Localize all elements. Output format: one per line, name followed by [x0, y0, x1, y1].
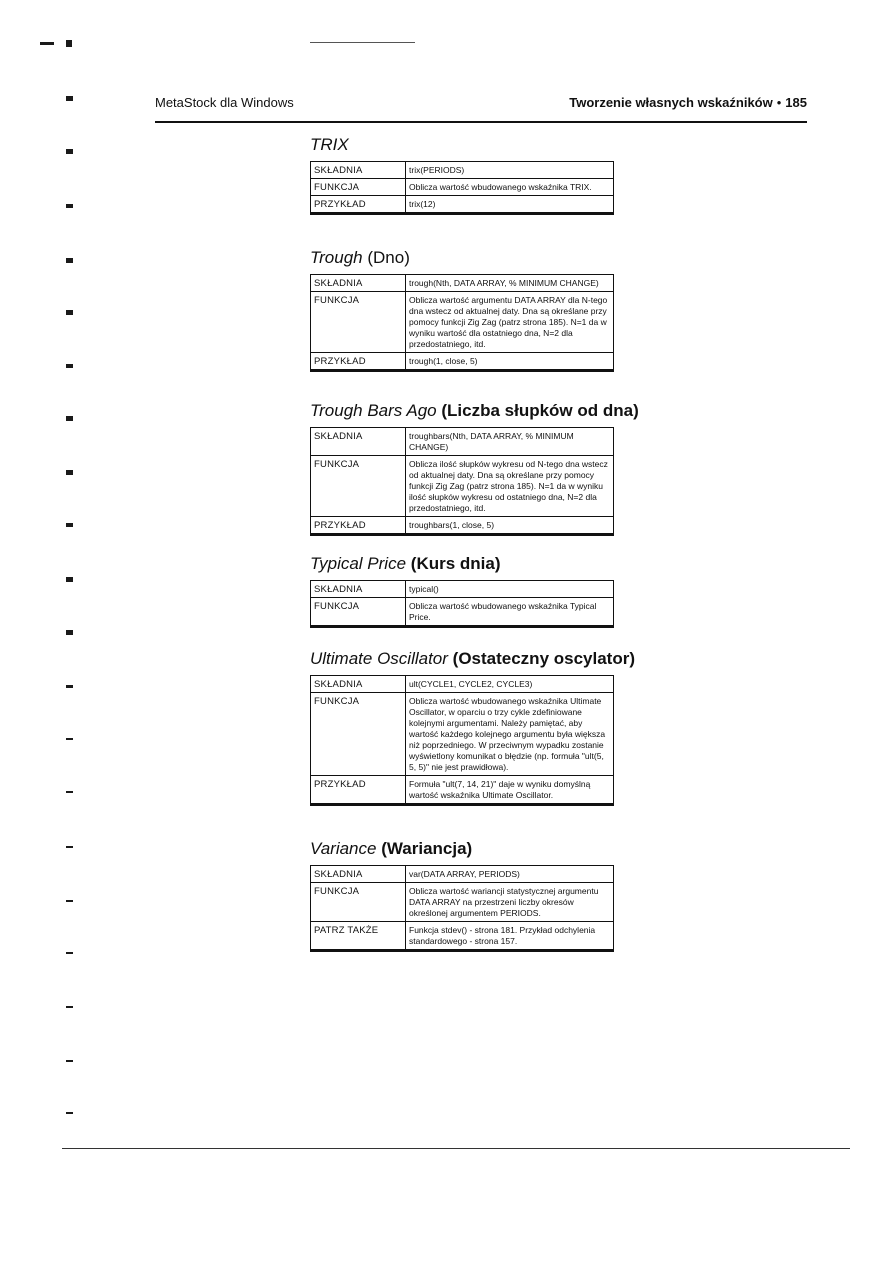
table-row — [311, 456, 614, 517]
row-value: Oblicza wartość argumentu DATA ARRAY dla N-tego dna wstecz od aktualnej daty. Dna są określane przy pomocy funkcji Zig Zag (patrz strona 185). N=1 da w wyniku wartość dla ostatniego dna, N=2 dla przedostatniego, itd. — [406, 292, 614, 353]
scan-mark — [66, 846, 73, 848]
row-key: FUNKCJA — [311, 292, 406, 353]
section-trough-bars-ago — [310, 400, 639, 534]
scan-mark — [66, 685, 73, 688]
row-value: Funkcja stdev() - strona 181. Przykład odchylenia standardowego - strona 157. — [406, 922, 614, 950]
function-subtitle: (Wariancja) — [381, 839, 473, 858]
row-key: PATRZ TAKŻE — [311, 922, 406, 950]
header-bullet: • — [776, 95, 782, 110]
row-value: trough(1, close, 5) — [406, 353, 614, 370]
section-typical-price — [310, 553, 614, 626]
scan-mark — [66, 791, 73, 793]
scan-mark — [66, 364, 73, 368]
section-ultimate-oscillator — [310, 648, 635, 804]
row-key: FUNKCJA — [311, 693, 406, 776]
reference-table — [310, 427, 614, 534]
row-key: SKŁADNIA — [311, 428, 406, 456]
reference-table — [310, 865, 614, 950]
section-trough — [310, 247, 614, 370]
table-row — [311, 292, 614, 353]
scan-mark — [66, 470, 73, 475]
section-title — [310, 247, 614, 269]
table-row — [311, 162, 614, 179]
reference-table — [310, 580, 614, 626]
function-name: Variance — [310, 839, 377, 858]
reference-table — [310, 161, 614, 213]
section-title — [310, 648, 635, 670]
section-trix — [310, 134, 614, 213]
function-subtitle: (Kurs dnia) — [410, 554, 501, 573]
scan-mark — [66, 416, 73, 421]
row-key: SKŁADNIA — [311, 162, 406, 179]
scan-mark — [40, 42, 54, 45]
header-rule — [155, 121, 807, 123]
section-title — [310, 400, 639, 422]
row-key: PRZYKŁAD — [311, 196, 406, 213]
table-row — [311, 883, 614, 922]
scan-mark — [66, 577, 73, 582]
row-key: PRZYKŁAD — [311, 517, 406, 534]
table-row — [311, 693, 614, 776]
row-value: var(DATA ARRAY, PERIODS) — [406, 866, 614, 883]
scan-mark — [66, 258, 73, 263]
page-number: 185 — [785, 95, 807, 110]
table-row — [311, 353, 614, 370]
table-row — [311, 598, 614, 626]
row-value: Oblicza wartość wbudowanego wskaźnika TRIX. — [406, 179, 614, 196]
function-name: TRIX — [310, 135, 349, 154]
scan-mark — [66, 1006, 73, 1008]
row-key: FUNKCJA — [311, 179, 406, 196]
row-value: trix(PERIODS) — [406, 162, 614, 179]
scan-mark — [66, 149, 73, 154]
row-key: FUNKCJA — [311, 883, 406, 922]
table-row — [311, 776, 614, 804]
section-title — [310, 134, 614, 156]
row-key: FUNKCJA — [311, 598, 406, 626]
section-variance — [310, 838, 614, 950]
table-row — [311, 581, 614, 598]
table-row — [311, 196, 614, 213]
row-key: SKŁADNIA — [311, 676, 406, 693]
table-row — [311, 517, 614, 534]
row-value: Formuła "ult(7, 14, 21)" daje w wyniku domyślną wartość wskaźnika Ultimate Oscillator. — [406, 776, 614, 804]
function-subtitle: (Liczba słupków od dna) — [441, 401, 639, 420]
scan-mark — [66, 738, 73, 740]
function-subtitle: (Ostateczny oscylator) — [452, 649, 635, 668]
running-header-left: MetaStock dla Windows — [155, 95, 294, 110]
scan-mark — [66, 630, 73, 635]
scan-mark — [66, 900, 73, 902]
row-value: troughbars(Nth, DATA ARRAY, % MINIMUM CHANGE) — [406, 428, 614, 456]
function-name: Trough Bars Ago — [310, 401, 437, 420]
scan-mark — [66, 310, 73, 315]
scan-mark — [66, 96, 73, 101]
function-name: Trough — [310, 248, 363, 267]
row-value: troughbars(1, close, 5) — [406, 517, 614, 534]
bottom-rule — [62, 1148, 850, 1149]
scan-mark — [66, 952, 73, 954]
row-value: Oblicza ilość słupków wykresu od N-tego dna wstecz od aktualnej daty. Dna są określane przy pomocy funkcji Zig Zag (patrz strona 185). N=1 da w wyniku ilość słupków wykresu od ostatniego dna, N=2 dla przedostatniego, itd. — [406, 456, 614, 517]
function-name: Typical Price — [310, 554, 407, 573]
table-row — [311, 676, 614, 693]
row-value: Oblicza wartość wbudowanego wskaźnika Ultimate Oscillator, w oparciu o trzy cykle zdefiniowane kolejnymi argumentami. Należy pamiętać, aby wartość każdego kolejnego argumentu była większa niż poprzedniego. W przeciwnym wypadku zostanie wyświetlony komunikat o błędzie (np. formuła "ult(5, 5, 5)" nie jest prawidłowa). — [406, 693, 614, 776]
row-value: trix(12) — [406, 196, 614, 213]
scan-mark — [66, 204, 73, 208]
row-value: trough(Nth, DATA ARRAY, % MINIMUM CHANGE) — [406, 275, 614, 292]
chapter-title: Tworzenie własnych wskaźników — [569, 95, 773, 110]
row-key: SKŁADNIA — [311, 275, 406, 292]
reference-table — [310, 675, 614, 804]
table-row — [311, 275, 614, 292]
section-title — [310, 553, 614, 575]
scan-mark — [66, 40, 72, 47]
table-row — [311, 922, 614, 950]
row-key: SKŁADNIA — [311, 866, 406, 883]
row-key: PRZYKŁAD — [311, 353, 406, 370]
reference-table — [310, 274, 614, 370]
scan-mark — [66, 523, 73, 527]
row-key: SKŁADNIA — [311, 581, 406, 598]
top-rule — [310, 42, 415, 43]
row-value: typical() — [406, 581, 614, 598]
section-title — [310, 838, 614, 860]
row-value: Oblicza wartość wbudowanego wskaźnika Typical Price. — [406, 598, 614, 626]
function-subtitle: (Dno) — [367, 248, 410, 267]
function-name: Ultimate Oscillator — [310, 649, 448, 668]
row-key: FUNKCJA — [311, 456, 406, 517]
table-row — [311, 866, 614, 883]
table-row — [311, 428, 614, 456]
scan-mark — [66, 1112, 73, 1114]
scan-mark — [66, 1060, 73, 1062]
row-value: ult(CYCLE1, CYCLE2, CYCLE3) — [406, 676, 614, 693]
row-value: Oblicza wartość wariancji statystycznej argumentu DATA ARRAY na przestrzeni liczby okresów określonej argumentem PERIODS. — [406, 883, 614, 922]
table-row — [311, 179, 614, 196]
running-header-right — [569, 95, 807, 110]
row-key: PRZYKŁAD — [311, 776, 406, 804]
